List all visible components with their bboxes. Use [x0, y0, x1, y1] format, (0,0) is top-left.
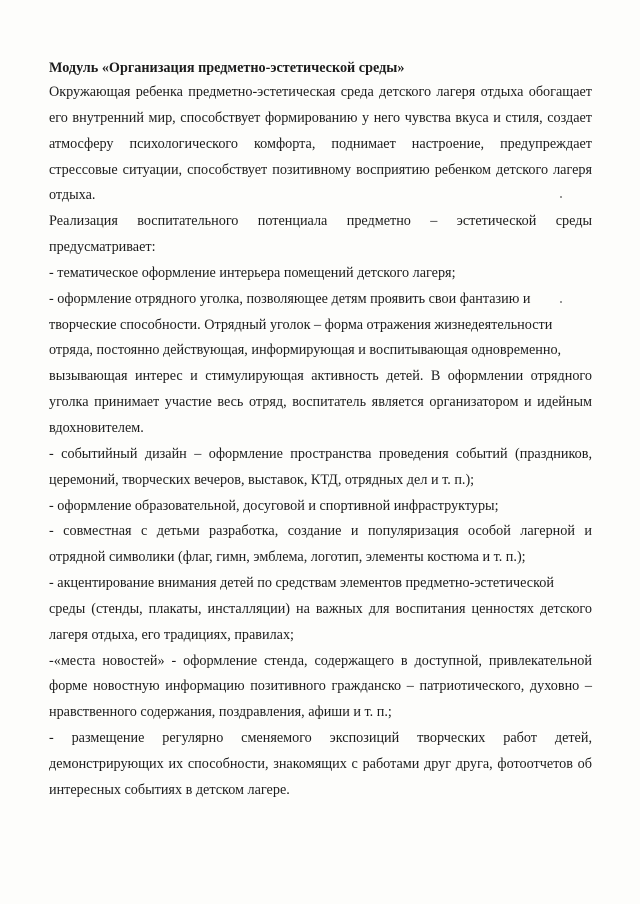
list-item-interior: - тематическое оформление интерьера помещений детского лагеря;: [49, 264, 456, 281]
section-title: Модуль «Организация предметно-эстетической среды»: [49, 60, 405, 76]
paragraph-realization: Реализация воспитательного потенциала предметно – эстетической среды предусматривает:: [49, 213, 592, 256]
list-item-news-places: -«места новостей» - оформление стенда, содержащего в доступной, привлекательной форме новостную информацию позитивного гражданско – патриотического, духовно – нравственного содержания, поздравления, афиши и т. п.;: [49, 652, 592, 721]
scan-speck: [560, 301, 562, 303]
list-item-symbolics: - совместная с детьми разработка, создание и популяризация особой лагерной и отрядной символики (флаг, гимн, эмблема, логотип, элементы костюма и т. п.);: [49, 523, 592, 566]
scan-speck: [560, 196, 562, 198]
list-item-event-design: - событийный дизайн – оформление пространства проведения событий (праздников, церемоний, творческих вечеров, выставок, КТД, отрядных дел и т. п.);: [49, 445, 592, 488]
list-item-infrastructure: - оформление образовательной, досуговой и спортивной инфраструктуры;: [49, 497, 499, 514]
list-item-attention: - акцентирование внимания детей по средствам элементов предметно-эстетической среды (стенды, плакаты, инсталляции) на важных для воспитания ценностях детского лагеря отдыха, его традициях, правилах;: [49, 575, 592, 643]
paragraph-intro: Окружающая ребенка предметно-эстетическая среда детского лагеря отдыха обогащает его внутренний мир, способствует формированию у него чувства вкуса и стиля, создает атмосферу психологического комфорта, поднимает настроение, предупреждает стрессовые ситуации, способствует позитивному восприятию ребенком детского лагеря отдыха.: [49, 84, 592, 204]
list-item-exhibitions: - размещение регулярно сменяемого экспозиций творческих работ детей, демонстрирующих их способности, знакомящих с работами друг друга, фотоотчетов об интересных событиях в детском лагере.: [49, 730, 592, 798]
list-item-squad-corner: - оформление отрядного уголка, позволяющее детям проявить свои фантазию и творческие способности. Отрядный уголок – форма отражения жизнедеятельности отряда, постоянно действующая, информирующая и воспитывающая одновременно, вызывающая интерес и стимулирующая активность детей. В оформлении отрядного уголка принимает участие весь отряд, воспитатель является организатором и идейным вдохновителем.: [49, 290, 592, 436]
